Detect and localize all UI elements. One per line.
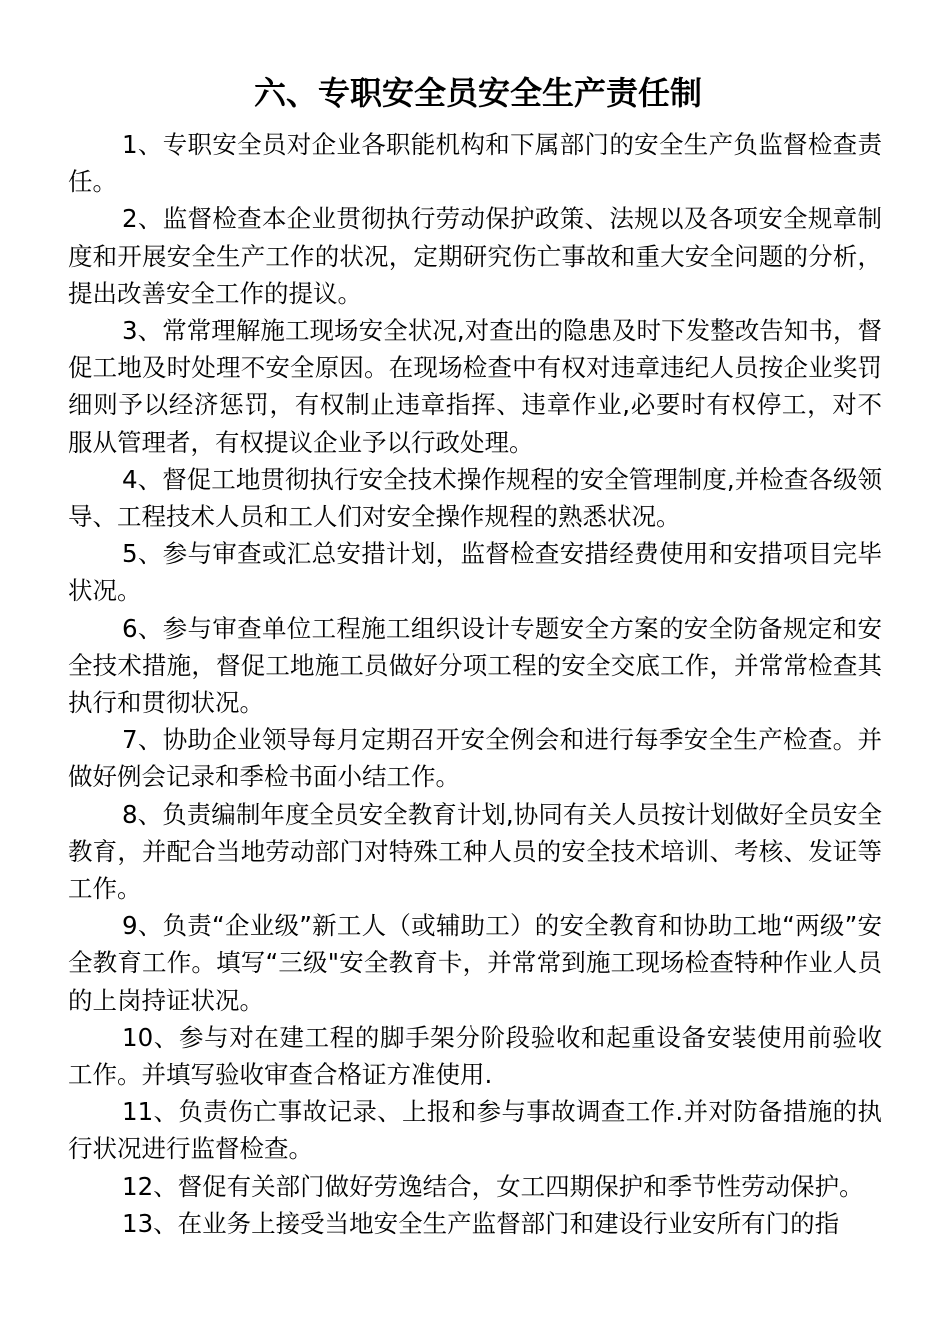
document-title: 六、专职安全员安全生产责任制: [253, 74, 702, 112]
paragraph-10: 10、参与对在建工程的脚手架分阶段验收和起重设备安装使用前验收工作。并填写验收审查合格证方准使用.: [68, 1022, 882, 1090]
paragraph-12: 12、督促有关部门做好劳逸结合，女工四期保护和季节性劳动保护。: [122, 1171, 864, 1201]
paragraph-1: 1、专职安全员对企业各职能机构和下属部门的安全生产负监督检查责任。: [68, 130, 882, 197]
paragraph-8: 8、负责编制年度全员安全教育计划,协同有关人员按计划做好全员安全教育，并配合当地劳动部门对特殊工种人员的安全技术培训、考核、发证等工作。: [68, 799, 882, 904]
paragraph-13: 13、在业务上接受当地安全生产监督部门和建设行业安所有门的指: [122, 1208, 840, 1238]
paragraph-6: 6、参与审查单位工程施工组织设计专题安全方案的安全防备规定和安全技术措施，督促工地施工员做好分项工程的安全交底工作，并常常检查其执行和贯彻状况。: [68, 613, 882, 718]
paragraph-9: 9、负责“企业级”新工人（或辅助工）的安全教育和协助工地“两级”安全教育工作。填写“三级"安全教育卡，并常常到施工现场检查特种作业人员的上岗持证状况。: [68, 911, 882, 1015]
paragraph-5: 5、参与审查或汇总安措计划，监督检查安措经费使用和安措项目完毕状况。: [68, 539, 882, 606]
paragraph-4: 4、督促工地贯彻执行安全技术操作规程的安全管理制度,并检查各级领导、工程技术人员和工人们对安全操作规程的熟悉状况。: [68, 464, 882, 532]
document-page: [68, 70, 882, 1242]
paragraph-11: 11、负责伤亡事故记录、上报和参与事故调查工作.并对防备措施的执行状况进行监督检查。: [68, 1097, 882, 1164]
paragraph-3: 3、常常理解施工现场安全状况,对查出的隐患及时下发整改告知书，督促工地及时处理不安全原因。在现场检查中有权对违章违纪人员按企业奖罚细则予以经济惩罚，有权制止违章指挥、违章作业,必要时有权停工，对不服从管理者，有权提议企业予以行政处理。: [68, 316, 882, 457]
paragraph-7: 7、协助企业领导每月定期召开安全例会和进行每季安全生产检查。并做好例会记录和季检书面小结工作。: [68, 725, 882, 792]
paragraph-2: 2、监督检查本企业贯彻执行劳动保护政策、法规以及各项安全规章制度和开展安全生产工作的状况，定期研究伤亡事故和重大安全问题的分析，提出改善安全工作的提议。: [68, 204, 882, 308]
